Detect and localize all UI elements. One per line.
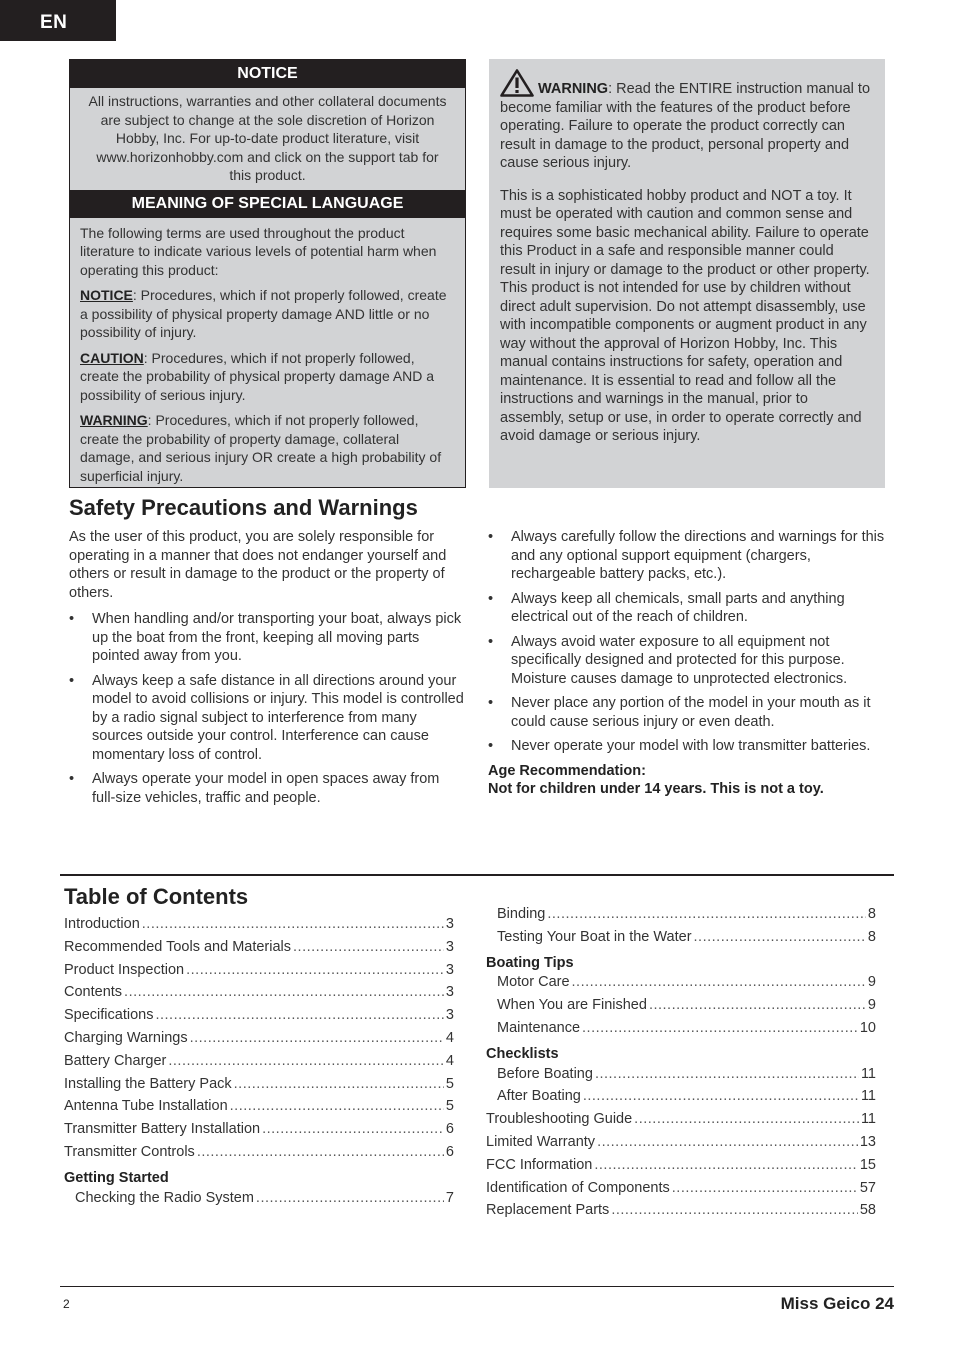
toc-page: 9	[867, 997, 876, 1014]
warning-term: WARNING	[80, 412, 148, 428]
toc-leader	[168, 1053, 444, 1069]
toc-leader	[230, 1098, 444, 1114]
toc-label: Transmitter Battery Installation	[64, 1121, 261, 1138]
toc-page: 8	[867, 928, 876, 945]
toc-label: Before Boating	[497, 1065, 593, 1082]
caution-term: CAUTION	[80, 349, 144, 366]
safety-bullet	[488, 633, 886, 689]
toc-entry[interactable]	[64, 1098, 454, 1121]
toc-label: Replacement Parts	[486, 1202, 610, 1219]
toc-leader	[262, 1121, 444, 1137]
toc-label: Testing Your Boat in the Water	[497, 928, 692, 945]
toc-page: 7	[445, 1189, 454, 1206]
toc-page: 13	[859, 1133, 876, 1150]
toc-page: 5	[445, 1075, 454, 1092]
toc-page: 15	[859, 1156, 876, 1173]
bullet-dot: •	[69, 672, 75, 689]
toc-entry[interactable]	[486, 929, 876, 952]
toc-entry[interactable]	[486, 1134, 876, 1157]
special-language-intro: The following terms are used throughout the product literature to indicate various levels of potential harm when operating this product:	[80, 224, 437, 278]
toc-entry[interactable]	[64, 1144, 454, 1167]
bullet-text: Always avoid water exposure to all equipment not specifically designed and protected for this purpose. Moisture causes damage to unprotected electronics.	[511, 633, 848, 687]
toc-heading-checklists: Checklists	[486, 1045, 559, 1062]
toc-leader	[186, 962, 444, 978]
toc-leader	[197, 1144, 444, 1160]
special-language-warning	[70, 404, 465, 485]
toc-right-column	[486, 906, 876, 1225]
toc-page: 4	[445, 1029, 454, 1046]
page-number: 2	[63, 1297, 70, 1311]
age-recommendation	[488, 762, 886, 799]
toc-leader	[572, 974, 866, 990]
safety-bullet	[69, 672, 466, 765]
toc-page: 6	[445, 1121, 454, 1138]
toc-leader	[256, 1190, 444, 1206]
toc-label: Antenna Tube Installation	[64, 1098, 228, 1115]
toc-label: Identification of Components	[486, 1179, 670, 1196]
safety-bullet	[69, 770, 466, 807]
toc-page: 3	[445, 1007, 454, 1024]
safety-bullet	[488, 528, 886, 584]
bullet-dot: •	[488, 529, 494, 545]
special-language-title: MEANING OF SPECIAL LANGUAGE	[70, 190, 465, 218]
toc-label: Recommended Tools and Materials	[64, 938, 292, 955]
bullet-text: Never operate your model with low transmitter batteries.	[511, 738, 871, 754]
bullet-dot: •	[488, 738, 494, 754]
toc-entry[interactable]	[64, 1030, 454, 1053]
bullet-text: Always carefully follow the directions and warnings for this and any optional support equipment (chargers, rechargeable battery packs, etc.).	[511, 529, 885, 582]
bullet-text: Never place any portion of the model in your mouth as it could cause serious injury or even death.	[511, 695, 871, 730]
toc-heading-getting-started: Getting Started	[64, 1169, 169, 1186]
toc-leader	[293, 939, 444, 955]
toc-page: 8	[867, 906, 876, 922]
toc-entry[interactable]	[486, 1157, 876, 1180]
toc-left-column	[64, 916, 454, 1212]
footer-divider	[60, 1286, 894, 1287]
toc-label: Installing the Battery Pack	[64, 1075, 232, 1092]
toc-entry[interactable]	[486, 974, 876, 997]
safety-bullet	[69, 610, 466, 666]
notice-text: All instructions, warranties and other collateral documents are subject to change at the sole discretion of Horizon Hobby, Inc. For up-to-date product literature, visit www.horizonhobby.com and click on the support tab for this product.	[88, 93, 447, 183]
toc-entry[interactable]	[64, 962, 454, 985]
toc-heading-boating-tips: Boating Tips	[486, 954, 574, 971]
toc-entry[interactable]	[486, 1202, 876, 1225]
toc-label: Maintenance	[497, 1019, 581, 1036]
toc-page: 11	[860, 1065, 876, 1082]
toc-leader	[234, 1076, 444, 1092]
toc-leader	[155, 1007, 443, 1023]
toc-leader	[611, 1202, 858, 1218]
toc-entry[interactable]	[64, 1121, 454, 1144]
toc-page: 5	[445, 1098, 454, 1115]
notice-term: NOTICE	[80, 287, 133, 303]
bullet-dot: •	[488, 590, 494, 607]
bullet-dot: •	[488, 633, 494, 650]
special-language-notice	[70, 279, 465, 342]
section-divider	[60, 874, 894, 876]
safety-bullet	[488, 694, 886, 731]
toc-page: 4	[445, 1052, 454, 1069]
toc-leader	[649, 997, 866, 1013]
safety-right-column	[488, 528, 886, 799]
toc-leader	[583, 1088, 859, 1104]
toc-leader	[634, 1111, 859, 1127]
language-tab: EN	[0, 0, 116, 41]
toc-entry[interactable]	[486, 1020, 876, 1043]
toc-label: Limited Warranty	[486, 1133, 596, 1150]
caution-definition: : Procedures, which if not properly followed, create the probability of physical property damage AND a possibility of serious injury.	[80, 349, 435, 403]
toc-entry[interactable]	[486, 1066, 876, 1089]
product-name: Miss Geico 24	[780, 1294, 894, 1313]
toc-leader	[547, 906, 866, 922]
toc-page: 11	[860, 1088, 876, 1105]
toc-leader	[142, 916, 444, 932]
notice-box	[69, 59, 466, 488]
toc-label: After Boating	[497, 1088, 581, 1105]
special-language-caution	[70, 342, 465, 405]
toc-entry[interactable]	[64, 916, 454, 939]
toc-leader	[124, 984, 444, 1000]
warning-paragraph-2: This is a sophisticated hobby product and NOT a toy. It must be operated with caution and common sense and requires some basic mechanical ability. Failure to operate this Product in a safe and responsible manner could result in injury or damage to the product or other property. This product is not intended for use by children without direct adult supervision. Do not attempt disassembly, use with incompatible components or augment product in any way without the approval of Horizon Hobby, Inc. This manual contains instructions for safety, operation and maintenance. It is essential to read and follow all the instructions and warnings in the manual, prior to assembly, setup or use, in order to operate correctly and avoid damage or serious injury.	[500, 187, 870, 444]
safety-title: Safety Precautions and Warnings	[69, 495, 418, 520]
toc-entry[interactable]	[64, 1053, 454, 1076]
toc-entry[interactable]	[486, 997, 876, 1020]
toc-label: Charging Warnings	[64, 1029, 188, 1046]
toc-label: Binding	[497, 906, 546, 922]
warning-box-text: : Read the ENTIRE instruction manual to become familiar with the features of the product before operating. Failure to operate the product correctly can result in damage to the product, personal property and cause serious injury.	[500, 81, 871, 171]
toc-entry[interactable]	[64, 1190, 454, 1213]
safety-bullet	[488, 737, 886, 756]
toc-entry[interactable]	[486, 1088, 876, 1111]
safety-left-column	[69, 528, 466, 813]
toc-page: 10	[859, 1019, 876, 1036]
toc-leader	[594, 1157, 857, 1173]
bullet-dot: •	[69, 611, 75, 627]
warning-paragraph-1	[500, 69, 873, 173]
age-title: Age Recommendation:	[488, 762, 646, 779]
toc-label: When You are Finished	[497, 997, 647, 1014]
bullet-dot: •	[488, 695, 494, 711]
notice-definition: : Procedures, which if not properly followed, create a possibility of physical property damage AND little or no possibility of injury.	[80, 287, 447, 340]
bullet-text: Always keep a safe distance in all directions around your model to avoid collisions or injury. This model is controlled by a radio signal subject to interference from many sources outside your control. Interference can cause momentary loss of control.	[92, 672, 464, 763]
toc-leader	[672, 1180, 858, 1196]
toc-label: Introduction	[64, 916, 140, 932]
toc-label: Product Inspection	[64, 961, 185, 978]
toc-page: 57	[859, 1179, 876, 1196]
toc-label: Battery Charger	[64, 1052, 167, 1069]
warning-triangle-icon	[500, 69, 534, 97]
toc-leader	[595, 1066, 859, 1082]
toc-entry[interactable]	[64, 1076, 454, 1099]
toc-entry[interactable]	[64, 1007, 454, 1030]
toc-label: Transmitter Controls	[64, 1143, 195, 1160]
toc-leader	[694, 929, 866, 945]
toc-page: 3	[445, 916, 454, 932]
toc-label: Motor Care	[497, 974, 570, 991]
toc-page: 3	[445, 984, 454, 1001]
bullet-text: Always keep all chemicals, small parts and anything electrical out of the reach of children.	[511, 590, 845, 625]
warning-box	[489, 59, 885, 488]
toc-label: FCC Information	[486, 1156, 593, 1173]
bullet-text: Always operate your model in open spaces away from full-size vehicles, traffic and people.	[92, 771, 440, 806]
toc-leader	[597, 1134, 858, 1150]
toc-page: 3	[445, 938, 454, 955]
toc-label: Contents	[64, 984, 123, 1001]
safety-intro: As the user of this product, you are solely responsible for operating in a manner that does not endanger yourself and others or result in damage to the product or the property of others.	[69, 529, 447, 601]
toc-entry[interactable]	[486, 1111, 876, 1134]
notice-title: NOTICE	[70, 60, 465, 88]
bullet-text: When handling and/or transporting your boat, always pick up the boat from the front, keeping all moving parts pointed away from you.	[92, 611, 462, 664]
toc-label: Specifications	[64, 1007, 154, 1024]
warning-definition: : Procedures, which if not properly followed, create the probability of property damage, collateral damage, and serious injury OR create a high probability of superficial injury.	[80, 412, 442, 484]
toc-label: Troubleshooting Guide	[486, 1111, 633, 1128]
toc-leader	[190, 1030, 444, 1046]
safety-bullet	[488, 590, 886, 627]
toc-page: 6	[445, 1143, 454, 1160]
bullet-dot: •	[69, 771, 75, 787]
toc-page: 9	[867, 974, 876, 991]
toc-title: Table of Contents	[64, 884, 249, 909]
toc-entry[interactable]	[486, 1180, 876, 1203]
toc-page: 11	[860, 1111, 876, 1128]
toc-entry[interactable]	[64, 984, 454, 1007]
warning-box-term: WARNING	[538, 81, 609, 97]
toc-page: 3	[445, 961, 454, 978]
toc-label: Checking the Radio System	[75, 1189, 254, 1206]
toc-entry[interactable]	[64, 939, 454, 962]
toc-leader	[582, 1020, 858, 1036]
toc-page: 58	[859, 1202, 876, 1219]
age-text: Not for children under 14 years. This is not a toy.	[488, 781, 824, 797]
toc-entry[interactable]	[486, 906, 876, 929]
